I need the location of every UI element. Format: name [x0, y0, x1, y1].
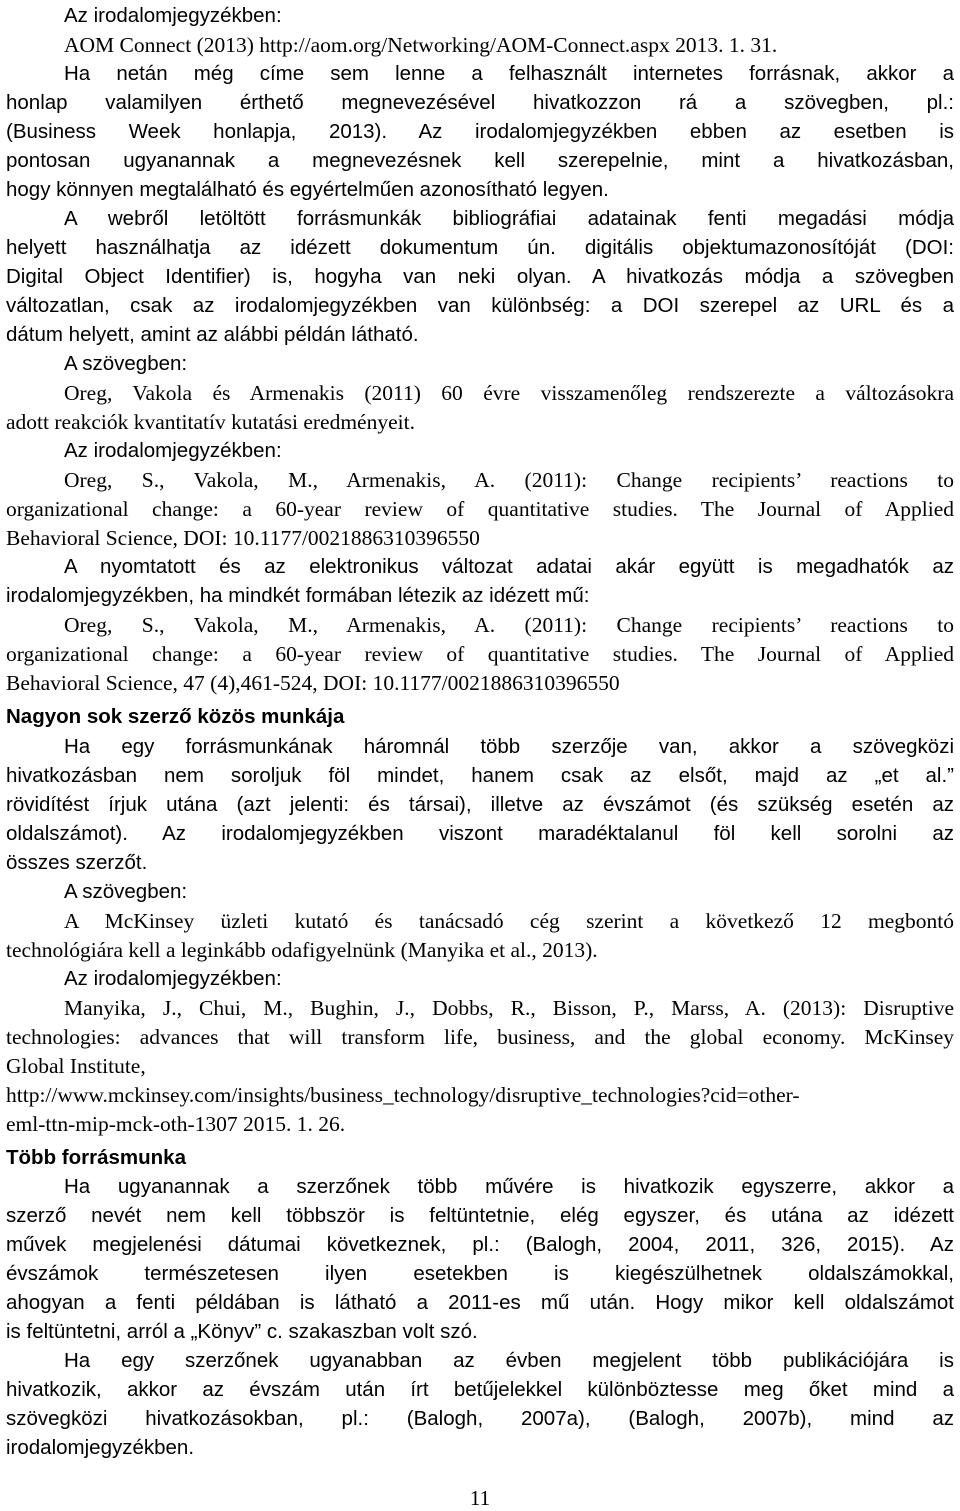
- page-number: 11: [469, 1486, 491, 1510]
- text-line: Ha ugyanannak a szerzőnek több művére is hivatkozik egyszerre, akkor a: [64, 1175, 954, 1198]
- text-line: AOM Connect (2013) http://aom.org/Networking/AOM-Connect.aspx 2013. 1. 31.: [64, 33, 778, 57]
- text-line: hivatkozásban nem soroljuk föl mindet, hanem csak az elsőt, majd az „et al.”: [6, 764, 954, 787]
- text-line: Ha egy forrásmunkának háromnál több szerzője van, akkor a szövegközi: [64, 735, 954, 758]
- text-line: A szövegben:: [64, 880, 188, 903]
- text-line: szerző nevét nem kell többször is feltüntetnie, elég egyszer, és utána az idézett: [6, 1204, 954, 1227]
- text-line: Digital Object Identifier) is, hogyha van neki olyan. A hivatkozás módja a szövegben: [6, 265, 954, 288]
- section-heading: Több forrásmunka: [6, 1146, 186, 1169]
- text-line: pontosan ugyanannak a megnevezésnek kell szerepelnie, mint a hivatkozásban,: [6, 149, 954, 172]
- text-line: organizational change: a 60-year review of quantitative studies. The Journal of Applied: [6, 497, 954, 521]
- text-line: A nyomtatott és az elektronikus változat adatai akár együtt is megadhatók az: [64, 555, 954, 578]
- text-line: szövegközi hivatkozásokban, pl.: (Balogh, 2007a), (Balogh, 2007b), mind az: [6, 1407, 954, 1430]
- text-line: dátum helyett, amint az alábbi példán látható.: [6, 323, 419, 346]
- text-line: Ha netán még címe sem lenne a felhasznált internetes forrásnak, akkor a: [64, 62, 954, 85]
- text-line: technologies: advances that will transform life, business, and the global economy. McKinsey: [6, 1025, 954, 1049]
- text-line: A webről letöltött forrásmunkák bibliográfiai adatainak fenti megadási módja: [64, 207, 954, 230]
- text-line: technológiára kell a leginkább odafigyelnünk (Manyika et al., 2013).: [6, 938, 598, 962]
- text-line: Oreg, S., Vakola, M., Armenakis, A. (2011): Change recipients’ reactions to: [64, 468, 954, 492]
- text-line: Az irodalomjegyzékben:: [64, 4, 282, 27]
- text-line: Az irodalomjegyzékben:: [64, 439, 282, 462]
- text-line: http://www.mckinsey.com/insights/business_technology/disruptive_technologies?cid=other-: [6, 1083, 800, 1107]
- text-line: Az irodalomjegyzékben:: [64, 967, 282, 990]
- text-line: összes szerzőt.: [6, 851, 148, 874]
- text-line: honlap valamilyen érthető megnevezésével hivatkozzon rá a szövegben, pl.:: [6, 91, 954, 114]
- text-line: változatlan, csak az irodalomjegyzékben van különbség: a DOI szerepel az URL és a: [6, 294, 954, 317]
- text-line: Behavioral Science, 47 (4),461-524, DOI: 10.1177/0021886310396550: [6, 671, 620, 695]
- text-line: hogy könnyen megtalálható és egyértelműen azonosítható legyen.: [6, 178, 609, 201]
- section-heading: Nagyon sok szerző közös munkája: [6, 705, 345, 728]
- text-line: irodalomjegyzékben, ha mindkét formában létezik az idézett mű:: [6, 584, 590, 607]
- text-line: A szövegben:: [64, 352, 188, 375]
- text-line: hivatkozik, akkor az évszám után írt betűjelekkel különböztesse meg őket mind a: [6, 1378, 954, 1401]
- text-line: helyett használhatja az idézett dokumentum ún. digitális objektumazonosítóját (DOI:: [6, 236, 954, 259]
- text-line: Behavioral Science, DOI: 10.1177/0021886310396550: [6, 526, 480, 550]
- text-line: rövidítést írjuk utána (azt jelenti: és társai), illetve az évszámot (és szükség esetén az: [6, 793, 954, 816]
- text-line: Global Institute,: [6, 1054, 146, 1078]
- text-line: Oreg, S., Vakola, M., Armenakis, A. (2011): Change recipients’ reactions to: [64, 613, 954, 637]
- text-line: művek megjelenési dátumai következnek, pl.: (Balogh, 2004, 2011, 326, 2015). Az: [6, 1233, 954, 1256]
- text-line: (Business Week honlapja, 2013). Az irodalomjegyzékben ebben az esetben is: [6, 120, 954, 143]
- text-line: eml-ttn-mip-mck-oth-1307 2015. 1. 26.: [6, 1112, 346, 1136]
- text-line: ahogyan a fenti példában is látható a 2011-es mű után. Hogy mikor kell oldalszámot: [6, 1291, 954, 1314]
- text-line: organizational change: a 60-year review of quantitative studies. The Journal of Applied: [6, 642, 954, 666]
- text-line: is feltüntetni, arról a „Könyv” c. szakaszban volt szó.: [6, 1320, 478, 1343]
- text-line: évszámok természetesen ilyen esetekben is kiegészülhetnek oldalszámokkal,: [6, 1262, 954, 1285]
- text-line: Manyika, J., Chui, M., Bughin, J., Dobbs, R., Bisson, P., Marss, A. (2013): Disruptive: [64, 996, 954, 1020]
- text-line: adott reakciók kvantitatív kutatási eredményeit.: [6, 410, 415, 434]
- text-line: Ha egy szerzőnek ugyanabban az évben megjelent több publikációjára is: [64, 1349, 954, 1372]
- text-line: A McKinsey üzleti kutató és tanácsadó cég szerint a következő 12 megbontó: [64, 909, 954, 933]
- text-line: Oreg, Vakola és Armenakis (2011) 60 évre visszamenőleg rendszerezte a változásokra: [64, 381, 954, 405]
- text-line: oldalszámot). Az irodalomjegyzékben viszont maradéktalanul föl kell sorolni az: [6, 822, 954, 845]
- text-line: irodalomjegyzékben.: [6, 1436, 195, 1459]
